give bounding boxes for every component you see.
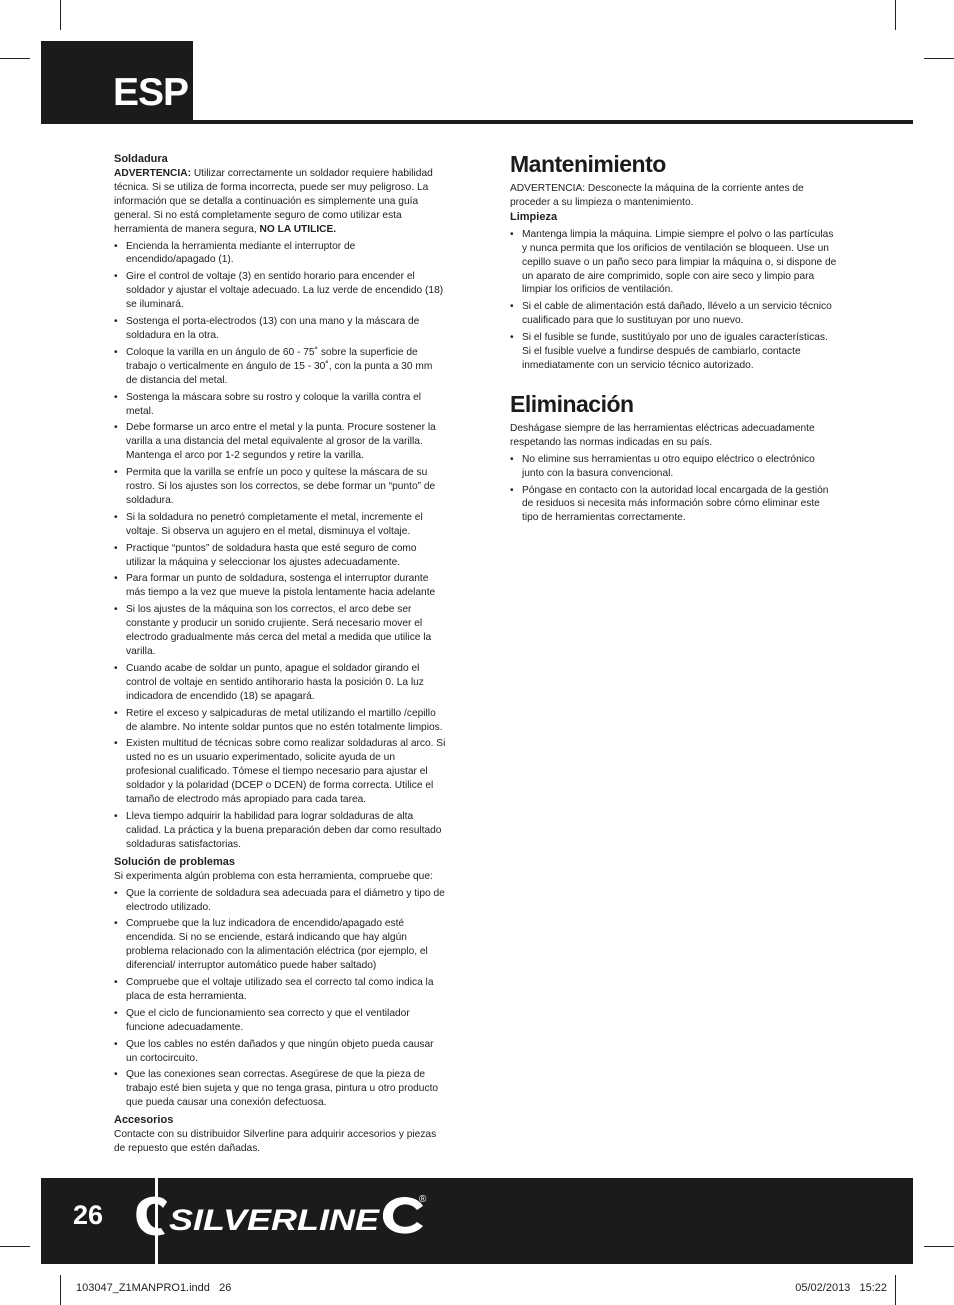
logo-bracket-right: [383, 1197, 423, 1234]
language-tab: [41, 41, 193, 123]
list-item: • Póngase en contacto con la autoridad local encargada de la gestión de residuos si necesita más información sobre cómo eliminar este tipo de herramientas correctamente.: [510, 484, 838, 526]
slug-date: 05/02/2013 15:22: [795, 1282, 887, 1294]
slug-filename: 103047_Z1MANPRO1.indd 26: [76, 1282, 232, 1294]
heading-mantenimiento: Mantenimiento: [510, 151, 666, 177]
crop-mark: [924, 58, 954, 59]
list-item: • Si la soldadura no penetró completamente el metal, incremente el voltaje. Si observa un agujero en el metal, disminuya el voltaje.: [114, 511, 446, 539]
list-item: • Compruebe que el voltaje utilizado sea el correcto tal como indica la placa de esta herramienta.: [114, 976, 446, 1004]
section-title-solucion: Solución de problemas: [114, 855, 236, 868]
crop-mark: [895, 0, 896, 30]
crop-mark: [924, 1246, 954, 1247]
footer-bar: [41, 1178, 913, 1264]
list-item: • Coloque la varilla en un ángulo de 60 - 75˚ sobre la superficie de trabajo o verticalmente en ángulo de 15 - 30˚, con la punta a 30 mm de distancia del metal.: [114, 346, 446, 388]
logo-wordmark: SILVERLINE: [169, 1204, 381, 1237]
eliminacion-intro: Deshágase siempre de las herramientas eléctricas adecuadamente respetando las normas indicadas en su país.: [510, 422, 815, 448]
list-item: • No elimine sus herramientas u otro equipo eléctrico o electrónico junto con la basura convencional.: [510, 453, 838, 481]
limpieza-list: [510, 228, 838, 373]
silverline-logo: [133, 1188, 433, 1250]
list-item: • Que la corriente de soldadura sea adecuada para el diámetro y tipo de electrodo utilizado.: [114, 887, 446, 915]
language-code: ESP: [113, 71, 189, 114]
crop-mark: [60, 0, 61, 30]
section-title-soldadura: Soldadura: [114, 153, 168, 165]
soldadura-list: [114, 240, 446, 852]
accesorios-text: Contacte con su distribuidor Silverline para adquirir accesorios y piezas de repuesto que estén dañadas.: [114, 1129, 437, 1155]
page-number: 26: [73, 1200, 104, 1230]
list-item: • Gire el control de voltaje (3) en sentido horario para encender el soldador y ajustar el voltaje adecuado. La luz verde de encendido (18) se iluminará.: [114, 270, 446, 312]
list-item: • Lleva tiempo adquirir la habilidad para lograr soldaduras de alta calidad. La práctica y la buena preparación deben dar como resultado soldaduras satisfactorias.: [114, 810, 446, 852]
list-item: • Que el ciclo de funcionamiento sea correcto y que el ventilador funcione adecuadamente.: [114, 1007, 446, 1035]
header-rule: [41, 120, 913, 124]
list-item: • Sostenga la máscara sobre su rostro y coloque la varilla contra el metal.: [114, 391, 446, 419]
crop-mark: [0, 1246, 30, 1247]
crop-mark: [60, 1275, 61, 1305]
heading-eliminacion: Eliminación: [510, 390, 634, 417]
crop-mark: [0, 58, 30, 59]
logo-bracket-left: [136, 1197, 167, 1236]
list-item: • Cuando acabe de soldar un punto, apague el soldador girando el control de voltaje en sentido antihorario hasta la posición 0. La luz indicadora de encendido (18) se apagará.: [114, 662, 446, 704]
section-title-accesorios: Accesorios: [114, 1114, 174, 1127]
registered-mark: ®: [419, 1194, 427, 1205]
solucion-list: [114, 887, 446, 1111]
eliminacion-list: [510, 453, 838, 526]
list-item: • Si el cable de alimentación está dañado, llévelo a un servicio técnico cualificado para que lo sustituyan por uno nuevo.: [510, 300, 838, 328]
list-item: • Que los cables no estén dañados y que ningún objeto pueda causar un cortocircuito.: [114, 1038, 446, 1066]
section-title-limpieza: Limpieza: [510, 210, 558, 223]
soldadura-warning: [114, 167, 446, 237]
list-item: • Permita que la varilla se enfríe un poco y quítese la máscara de su rostro. Si los ajustes son los correctos, se debe formar un “punto” de soldadura.: [114, 466, 446, 508]
list-item: • Existen multitud de técnicas sobre como realizar soldaduras al arco. Si usted no es un usuario experimentado, solicite ayuda de un profesional cualificado. Tómese el tiempo necesario para ajustar el soldador y la polaridad (DCEP o DCEN) de forma correcta. Utilice el tamaño de electrodo más apropiado para cada tarea.: [114, 737, 446, 807]
list-item: • Que las conexiones sean correctas. Asegúrese de que la pieza de trabajo esté bien sujeta y que no tenga grasa, pintura u otro producto que pueda causar una conexión defectuosa.: [114, 1068, 446, 1110]
list-item: • Compruebe que la luz indicadora de encendido/apagado esté encendida. Si no se enciende, estará indicando que hay algún problema relacionado con la alimentación eléctrica (por ejemplo, el diferencial/ interruptor automático puede haber saltado): [114, 917, 446, 973]
solucion-intro: Si experimenta algún problema con esta herramienta, compruebe que:: [114, 870, 433, 882]
list-item: • Practique “puntos” de soldadura hasta que esté seguro de como utilizar la máquina y seleccionar los ajustes adecuadamente.: [114, 542, 446, 570]
right-column: [510, 150, 838, 528]
spacer: [510, 376, 838, 390]
warning-label: ADVERTENCIA:: [114, 168, 191, 179]
warning-text: Utilizar correctamente un soldador requiere habilidad técnica. Si se utiliza de forma incorrecta, puede ser muy peligroso. La información que se detalla a continuación es simplemente una guía general. Si no está completamente seguro de como utilizar esta herramienta de manera segura,: [114, 168, 433, 235]
list-item: • Si los ajustes de la máquina son los correctos, el arco debe ser constante y producir un sonido crujiente. Será necesario mover el electrodo gradualmente más cerca del metal a medida que utilice la varilla.: [114, 603, 446, 659]
crop-mark: [895, 1275, 896, 1305]
left-column: [114, 152, 446, 1156]
warning-strong: NO LA UTILICE.: [259, 223, 337, 235]
mantenimiento-warning: ADVERTENCIA: Desconecte la máquina de la corriente antes de proceder a su limpieza o mantenimiento.: [510, 183, 804, 208]
list-item: • Sostenga el porta-electrodos (13) con una mano y la máscara de soldadura en la otra.: [114, 315, 446, 343]
list-item: • Retire el exceso y salpicaduras de metal utilizando el martillo /cepillo de alambre. No intente soldar puntos que no estén totalmente limpios.: [114, 707, 446, 735]
list-item: • Debe formarse un arco entre el metal y la punta. Procure sostener la varilla a una distancia del metal equivalente al grosor de la varilla. Mantenga el arco por 1-2 segundos y retire la varilla.: [114, 421, 446, 463]
list-item: • Encienda la herramienta mediante el interruptor de encendido/apagado (1).: [114, 240, 446, 268]
list-item: • Si el fusible se funde, sustitúyalo por uno de iguales características. Si el fusible vuelve a fundirse después de cambiarlo, contacte inmediatamente con un servicio técnico autorizado.: [510, 331, 838, 373]
list-item: • Para formar un punto de soldadura, sostenga el interruptor durante más tiempo a la vez que mueve la pistola lentamente hacia adelante: [114, 572, 446, 600]
list-item: • Mantenga limpia la máquina. Limpie siempre el polvo o las partículas y nunca permita que los orificios de ventilación se bloqueen. Use un cepillo suave o un paño seco para limpiar la máquina o, si dispone de un aparato de aire comprimido, sople con aire seco y limpio para limpiar los orificios de ventilación.: [510, 228, 838, 298]
